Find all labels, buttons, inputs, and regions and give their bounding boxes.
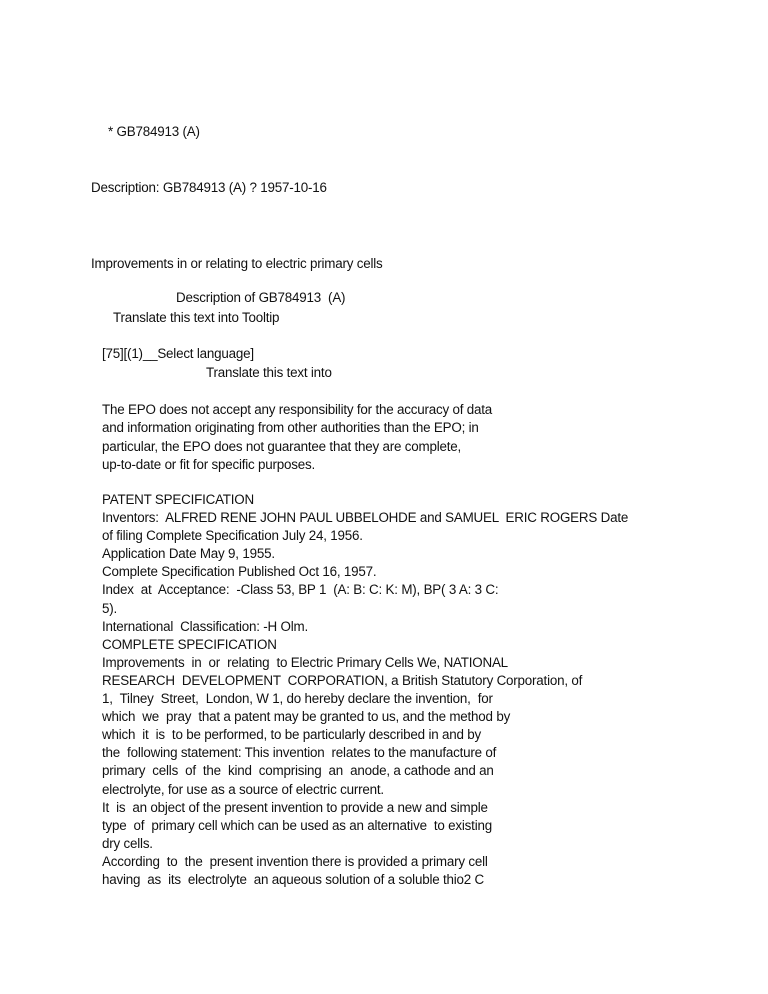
document-id-heading: * GB784913 (A) <box>108 124 200 139</box>
select-language-dropdown[interactable]: [75][(1)__Select language] <box>102 346 254 361</box>
spec-line: PATENT SPECIFICATION <box>102 492 254 507</box>
disclaimer-line: and information originating from other authorities than the EPO; in <box>102 420 479 436</box>
disclaimer-line: up-to-date or fit for specific purposes. <box>102 457 316 473</box>
description-line: Description: GB784913 (A) ? 1957-10-16 <box>91 180 327 195</box>
spec-line: the following statement: This invention relates to the manufacture of <box>102 745 497 761</box>
spec-line: which we pray that a patent may be granted to us, and the method by <box>102 709 511 725</box>
spec-line: having as its electrolyte an aqueous solution of a soluble thio2 C <box>102 871 485 887</box>
disclaimer-line: particular, the EPO does not guarantee that they are complete, <box>102 438 462 454</box>
spec-line: dry cells. <box>102 835 153 851</box>
spec-line: 5). <box>102 600 118 616</box>
disclaimer-line: The EPO does not accept any responsibility for the accuracy of data <box>102 402 493 417</box>
spec-line: It is an object of the present invention to provide a new and simple <box>102 799 488 815</box>
spec-line: Index at Acceptance: -Class 53, BP 1 (A: B: C: K: M), BP( 3 A: 3 C: <box>102 582 499 598</box>
spec-line: Application Date May 9, 1955. <box>102 546 275 562</box>
translate-into-label: Translate this text into <box>206 365 332 380</box>
spec-line: of filing Complete Specification July 24, 1956. <box>102 528 363 544</box>
spec-line: According to the present invention there is provided a primary cell <box>102 853 488 869</box>
spec-line: RESEARCH DEVELOPMENT CORPORATION, a British Statutory Corporation, of <box>102 672 583 688</box>
patent-specification-body <box>102 491 628 889</box>
spec-line: Improvements in or relating to Electric Primary Cells We, NATIONAL <box>102 654 508 670</box>
description-of-label: Description of GB784913 (A) <box>176 290 346 305</box>
translate-tooltip-link[interactable]: Translate this text into Tooltip <box>113 310 280 325</box>
spec-line: 1, Tilney Street, London, W 1, do hereby declare the invention, for <box>102 691 493 707</box>
document-title: Improvements in or relating to electric primary cells <box>91 256 383 271</box>
spec-line: which it is to be performed, to be particularly described in and by <box>102 727 481 743</box>
spec-line: Inventors: ALFRED RENE JOHN PAUL UBBELOHDE and SAMUEL ERIC ROGERS Date <box>102 510 629 526</box>
spec-line: electrolyte, for use as a source of electric current. <box>102 781 384 797</box>
spec-line: primary cells of the kind comprising an anode, a cathode and an <box>102 763 494 779</box>
epo-disclaimer <box>102 401 492 475</box>
spec-line: Complete Specification Published Oct 16, 1957. <box>102 564 377 580</box>
spec-line: COMPLETE SPECIFICATION <box>102 636 277 652</box>
spec-line: type of primary cell which can be used as an alternative to existing <box>102 817 492 833</box>
spec-line: International Classification: -H Olm. <box>102 618 308 634</box>
